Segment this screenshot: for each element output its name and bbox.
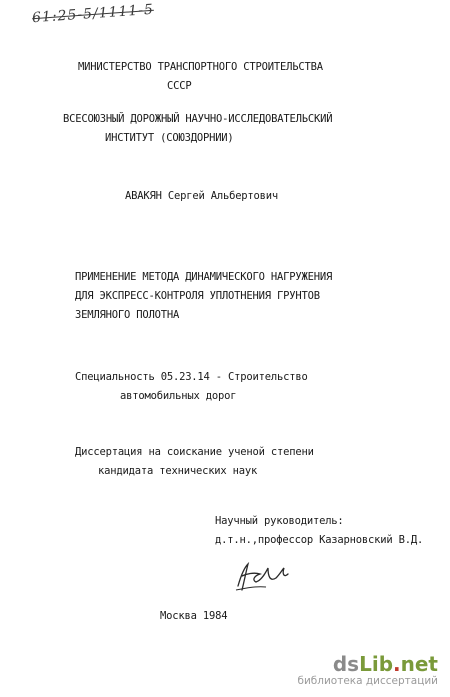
- supervisor-line-1: Научный руководитель:: [215, 515, 344, 527]
- degree-line-2: кандидата технических наук: [98, 465, 258, 477]
- dissertation-title-line-2: ДЛЯ ЭКСПРЕСС-КОНТРОЛЯ УПЛОТНЕНИЯ ГРУНТОВ: [75, 290, 320, 302]
- dslib-logo: dsLib.net: [332, 652, 438, 676]
- supervisor-line-2: д.т.н.,профессор Казарновский В.Д.: [215, 534, 424, 546]
- dissertation-title-line-3: ЗЕМЛЯНОГО ПОЛОТНА: [75, 309, 180, 321]
- dslib-watermark: [297, 653, 438, 687]
- dissertation-title-line-1: ПРИМЕНЕНИЕ МЕТОДА ДИНАМИЧЕСКОГО НАГРУЖЕНИЯ: [75, 271, 333, 283]
- place-and-year: Москва 1984: [160, 610, 228, 622]
- ministry-line-2: СССР: [167, 80, 192, 92]
- specialty-line-2: автомобильных дорог: [120, 390, 237, 402]
- ministry-line-1: МИНИСТЕРСТВО ТРАНСПОРТНОГО СТРОИТЕЛЬСТВА: [78, 61, 323, 73]
- institute-line-2: ИНСТИТУТ (СОЮЗДОРНИИ): [105, 132, 234, 144]
- degree-line-1: Диссертация на соискание ученой степени: [75, 446, 314, 458]
- institute-line-1: ВСЕСОЮЗНЫЙ ДОРОЖНЫЙ НАУЧНО-ИССЛЕДОВАТЕЛЬСКИЙ: [63, 113, 333, 125]
- handwritten-signature: [232, 560, 292, 594]
- author-name: АВАКЯН Сергей Альбертович: [125, 190, 279, 202]
- dslib-subtitle: библиотека диссертаций: [297, 675, 438, 687]
- specialty-line-1: Специальность 05.23.14 - Строительство: [75, 371, 308, 383]
- handwritten-archive-note: 61:25-5/1111-5: [31, 1, 155, 27]
